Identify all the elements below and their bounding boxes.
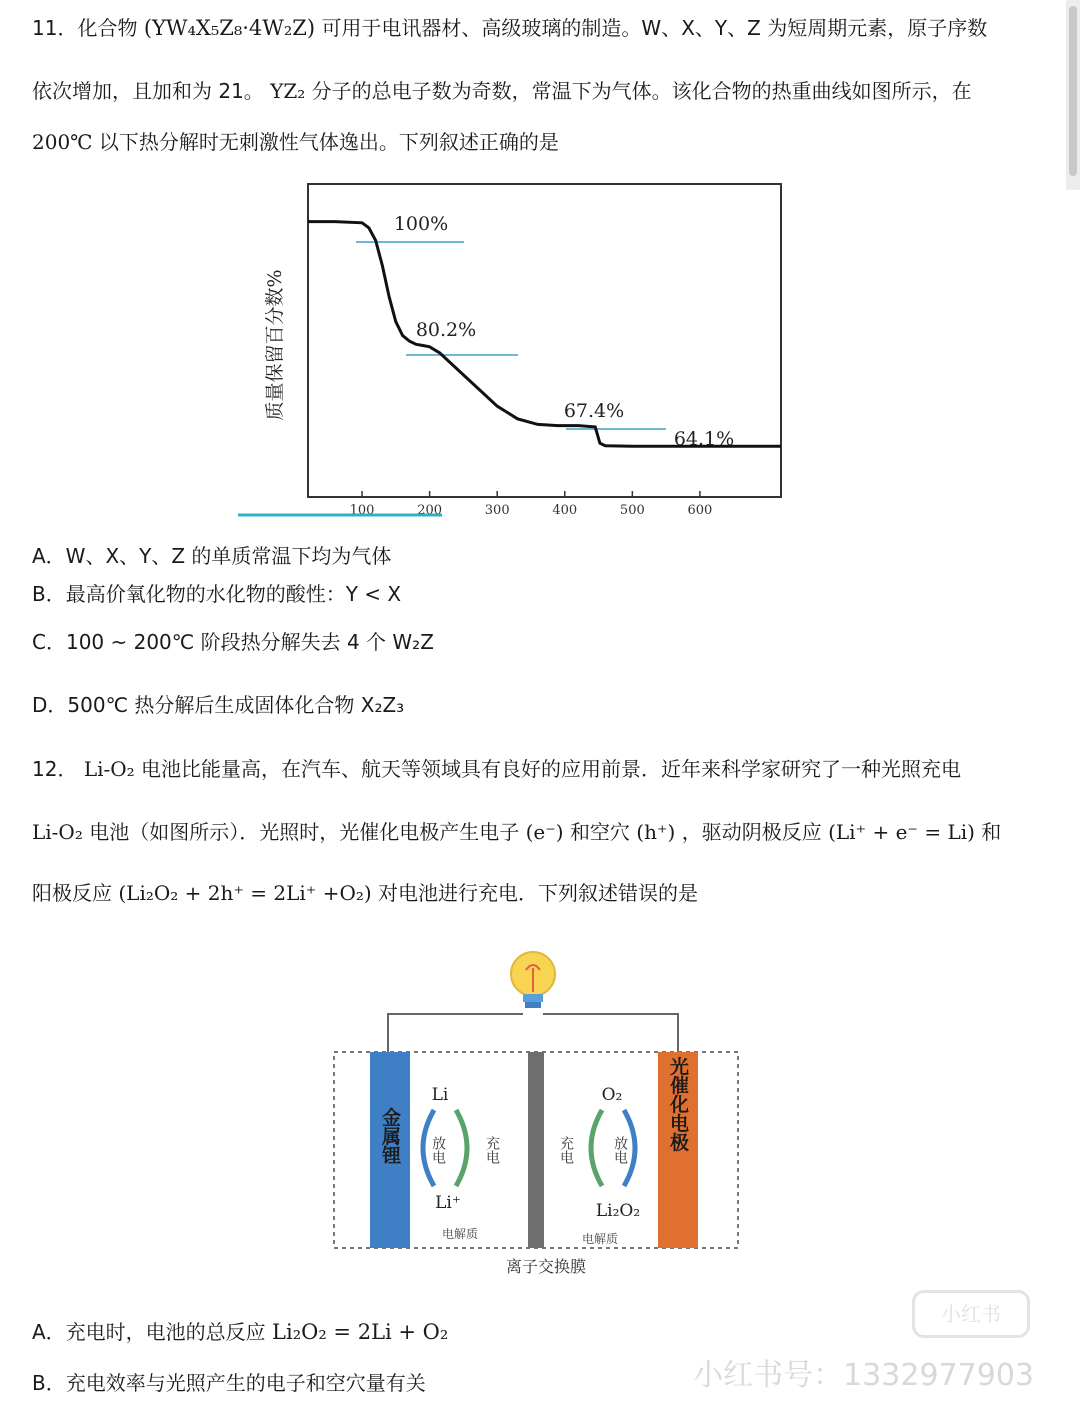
tga-chart xyxy=(236,170,796,520)
q11-formula: (YW₄X₅Z₈·4W₂Z) xyxy=(143,16,316,40)
chart-y-axis-label: 质量保留百分数% xyxy=(264,269,286,421)
x-tick-label: 400 xyxy=(552,503,578,518)
q11-line2-b: 分子的总电子数为奇数，常温下为气体。该化合物的热重曲线如图所示，在 xyxy=(311,79,972,103)
o2-label: O₂ xyxy=(601,1085,623,1105)
q11-temp: 200℃ xyxy=(32,130,93,154)
electrolyte-right: 电解质 xyxy=(581,1232,619,1246)
q12-hole: (h⁺) xyxy=(636,820,676,844)
q11-prefix: 11．化合物 xyxy=(32,16,138,40)
q11-line1 xyxy=(32,14,987,42)
battery-diagram xyxy=(320,940,760,1290)
circuit-wire xyxy=(388,1014,678,1052)
q11-line2-formula: YZ₂ xyxy=(270,79,306,103)
q12-and-holes: 和空穴 xyxy=(569,820,630,844)
q11-line1-rest: 可用于电讯器材、高级玻璃的制造。W、X、Y、Z 为短周期元素，原子序数 xyxy=(321,16,988,40)
q11-option-a: A．W、X、Y、Z 的单质常温下均为气体 xyxy=(32,544,392,568)
watermark-text: 小红书号：1332977903 xyxy=(693,1358,1034,1393)
q12-line2-c: ，驱动阴极反应 xyxy=(681,820,822,844)
discharge-label-right: 放电 xyxy=(612,1136,628,1164)
annotation-label: 64.1% xyxy=(673,428,735,450)
q12-line3 xyxy=(32,879,698,907)
discharge-label-left: 放电 xyxy=(430,1136,446,1164)
q12-prefix: 12． xyxy=(32,757,78,781)
x-tick-label: 300 xyxy=(484,503,510,518)
x-tick-label: 600 xyxy=(687,503,713,518)
q12-option-a xyxy=(32,1318,448,1346)
q12-anode-reaction: (Li₂O₂ + 2h⁺ = 2Li⁺ +O₂) xyxy=(118,881,372,905)
q12-line2 xyxy=(32,818,1001,846)
q12-formula: Li-O₂ xyxy=(83,757,135,781)
q12-electron: (e⁻) xyxy=(525,820,564,844)
q11-line3 xyxy=(32,128,559,156)
annotation-label: 100% xyxy=(393,213,449,235)
q12-line2-d: 和 xyxy=(981,820,1002,844)
charge-label-left: 充电 xyxy=(484,1136,500,1164)
light-bulb-icon xyxy=(511,952,555,1008)
q12-line1-rest: 电池比能量高，在汽车、航天等领域具有良好的应用前景．近年来科学家研究了一种光照充电 xyxy=(141,757,962,781)
scrollbar-thumb[interactable] xyxy=(1069,6,1077,176)
q12-line2-b: 电池（如图所示）．光照时，光催化电极产生电子 xyxy=(89,820,520,844)
watermark-badge: 小红书 xyxy=(912,1290,1030,1338)
x-tick-label: 200 xyxy=(417,503,443,518)
charge-arrow-right xyxy=(591,1110,602,1186)
q12-line3-a: 阳极反应 xyxy=(32,881,112,905)
q12-option-b: B．充电效率与光照产生的电子和空穴量有关 xyxy=(32,1371,426,1395)
electrolyte-left: 电解质 xyxy=(441,1227,479,1241)
q12-cathode-reaction: (Li⁺ + e⁻ = Li) xyxy=(828,820,975,844)
li2o2-label: Li₂O₂ xyxy=(595,1201,641,1221)
q12-option-a-formula: Li₂O₂ = 2Li + O₂ xyxy=(272,1320,449,1344)
q11-line2-a: 依次增加，且加和为 21。 xyxy=(32,79,264,103)
charge-arrow-left xyxy=(456,1110,467,1186)
q11-option-b: B．最高价氧化物的水化物的酸性：Y < X xyxy=(32,582,402,606)
ion-exchange-membrane xyxy=(528,1052,544,1248)
li-ion-label: Li⁺ xyxy=(435,1193,461,1213)
q11-line3-b: 以下热分解时无刺激性气体逸出。下列叙述正确的是 xyxy=(98,130,559,154)
membrane-label: 离子交换膜 xyxy=(505,1257,587,1276)
photo-electrode-label: 光催化电极 xyxy=(667,1056,689,1152)
lithium-electrode-label: 金属锂 xyxy=(379,1107,401,1165)
q11-option-d: D．500℃ 热分解后生成固体化合物 X₂Z₃ xyxy=(32,693,405,717)
q12-option-a-text: A．充电时，电池的总反应 xyxy=(32,1320,266,1344)
charge-label-right: 充电 xyxy=(558,1136,574,1164)
q11-option-c: C．100 ~ 200℃ 阶段热分解失去 4 个 W₂Z xyxy=(32,630,434,654)
q12-line3-b: 对电池进行充电．下列叙述错误的是 xyxy=(378,881,699,905)
annotation-label: 80.2% xyxy=(415,319,477,341)
chart-plot-area xyxy=(308,184,781,497)
q12-line1 xyxy=(32,755,961,783)
x-tick-label: 500 xyxy=(619,503,645,518)
q12-line2-formula: Li-O₂ xyxy=(32,820,83,844)
x-tick-label: 100 xyxy=(349,503,375,518)
annotation-label: 67.4% xyxy=(563,400,625,422)
q11-line2 xyxy=(32,77,972,105)
li-label: Li xyxy=(431,1085,449,1105)
